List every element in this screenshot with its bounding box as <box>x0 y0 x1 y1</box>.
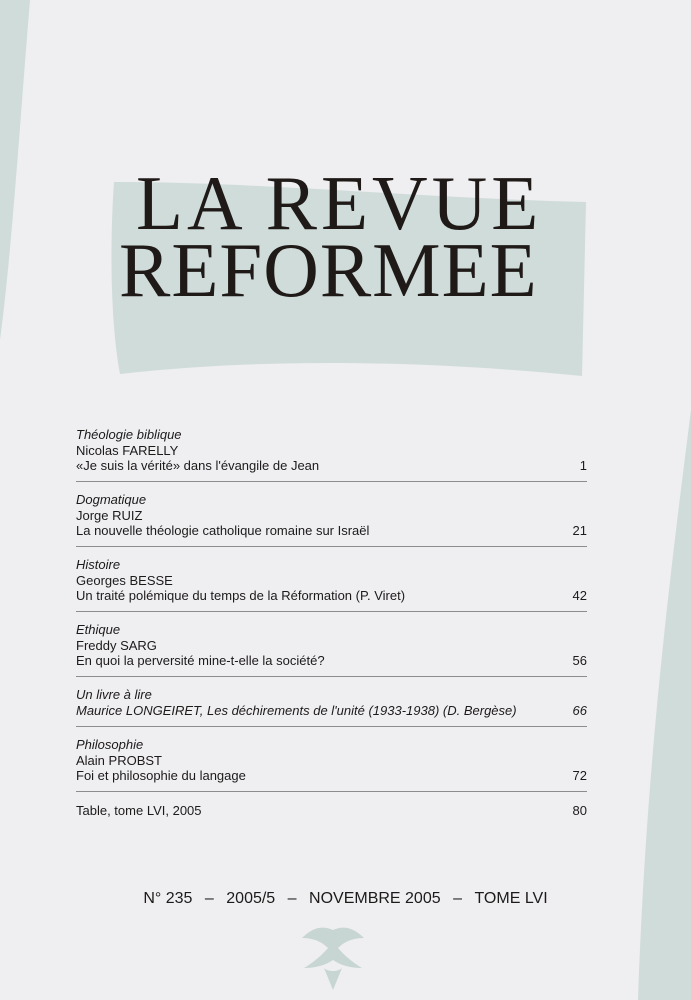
toc-entry <box>76 557 587 612</box>
toc-page-number: 42 <box>572 588 587 603</box>
toc-entry <box>76 622 587 677</box>
toc-rubric: Un livre à lire <box>76 687 152 702</box>
toc-page-number: 1 <box>579 458 587 473</box>
toc-page-number: 80 <box>572 803 587 818</box>
toc-row <box>76 458 587 473</box>
issue-number: N° 235 <box>143 890 193 907</box>
issue-tome: TOME LVI <box>474 890 548 907</box>
toc-row <box>76 703 587 718</box>
toc-rubric: Dogmatique <box>76 492 147 507</box>
toc-page-number: 72 <box>572 768 587 783</box>
toc-title: Table, tome LVI, 2005 <box>76 803 202 818</box>
toc-divider <box>76 676 587 677</box>
toc-row <box>76 803 587 818</box>
toc-rubric: Théologie biblique <box>76 427 182 442</box>
issue-date: NOVEMBRE 2005 <box>309 890 441 907</box>
masthead-line-1: LA REVUE <box>136 160 543 246</box>
toc-divider <box>76 726 587 727</box>
toc-page-number: 21 <box>572 523 587 538</box>
toc-title: La nouvelle théologie catholique romaine sur Israël <box>76 523 370 538</box>
toc-divider <box>76 791 587 792</box>
issue-information <box>0 889 691 909</box>
issue-code: 2005/5 <box>226 890 276 907</box>
toc-page-number: 66 <box>572 703 587 718</box>
toc-table-entry <box>76 803 587 818</box>
toc-author: Georges BESSE <box>76 573 173 588</box>
toc-title: En quoi la perversité mine-t-elle la société? <box>76 653 325 668</box>
toc-row <box>76 653 587 668</box>
toc-rubric: Histoire <box>76 557 121 572</box>
left-edge-band <box>0 0 30 340</box>
toc-page-number: 56 <box>572 653 587 668</box>
toc-entry <box>76 427 587 482</box>
table-of-contents <box>76 427 587 818</box>
toc-title: «Je suis la vérité» dans l'évangile de Jean <box>76 458 320 473</box>
masthead-line-2: REFORMEE <box>119 227 538 313</box>
toc-author: Freddy SARG <box>76 638 157 653</box>
toc-rubric: Philosophie <box>76 737 144 752</box>
toc-entry <box>76 492 587 547</box>
issue-separator: – <box>204 890 214 907</box>
issue-separator: – <box>287 890 297 907</box>
right-edge-band <box>638 410 691 1000</box>
toc-rubric: Ethique <box>76 622 121 637</box>
toc-title: Foi et philosophie du langage <box>76 768 246 783</box>
toc-entry <box>76 737 587 792</box>
toc-divider <box>76 546 587 547</box>
dove-emblem-icon <box>302 928 364 990</box>
toc-author: Nicolas FARELLY <box>76 443 179 458</box>
toc-title: Un traité polémique du temps de la Réformation (P. Viret) <box>76 588 406 603</box>
toc-author: Alain PROBST <box>76 753 162 768</box>
toc-entry <box>76 687 587 727</box>
issue-separator: – <box>453 890 462 907</box>
toc-row <box>76 588 587 603</box>
toc-title: Maurice LONGEIRET, Les déchirements de l'unité (1933-1938) (D. Bergèse) <box>76 703 517 718</box>
toc-author: Jorge RUIZ <box>76 508 143 523</box>
toc-divider <box>76 481 587 482</box>
toc-divider <box>76 611 587 612</box>
toc-row <box>76 768 587 783</box>
toc-row <box>76 523 587 538</box>
